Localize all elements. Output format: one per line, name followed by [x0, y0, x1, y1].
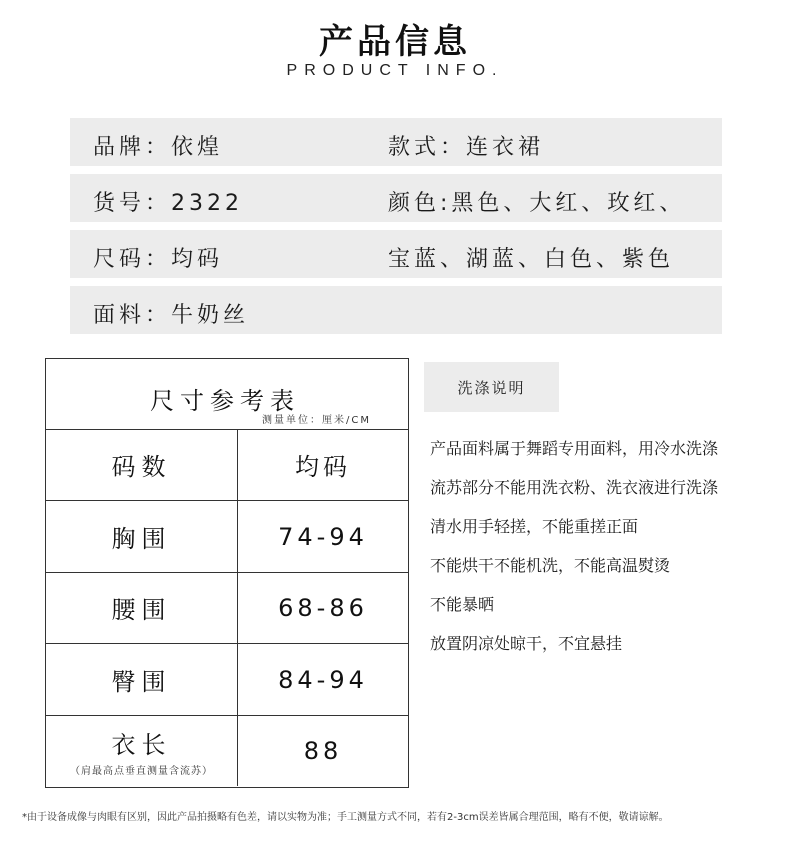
row-value: 74-94 [278, 522, 368, 551]
fabric-value: 牛奶丝 [171, 303, 250, 328]
color-row [388, 186, 685, 217]
washing-line: 放置阴凉处晾干，不宜悬挂 [430, 634, 623, 653]
style-label: 款式： [388, 135, 467, 160]
table-row [46, 715, 408, 786]
row-value: 均码 [295, 453, 351, 481]
row-value: 68-86 [278, 593, 368, 622]
fabric-row [93, 298, 249, 329]
color-label: 颜色: [388, 191, 452, 216]
row-value: 88 [303, 736, 343, 765]
item-no-value: 2322 [171, 191, 244, 216]
style-value: 连衣裙 [466, 135, 545, 160]
size-table [45, 358, 409, 788]
washing-line: 不能暴晒 [430, 595, 495, 614]
brand-label: 品牌： [93, 135, 172, 160]
size-table-unit: 测量单位：厘米/CM [262, 415, 371, 426]
page-title: 产品信息 [319, 22, 471, 62]
row-label-cell [46, 715, 238, 786]
row-note: （肩最高点垂直测量含流苏） [70, 765, 213, 777]
size-table-title: 尺寸参考表 [150, 387, 300, 415]
row-value: 84-94 [278, 665, 368, 694]
table-row [46, 644, 408, 716]
size-value: 均码 [171, 247, 224, 272]
washing-line: 清水用手轻搓，不能重搓正面 [430, 517, 639, 536]
table-row [46, 572, 408, 644]
color-line-2: 宝蓝、湖蓝、白色、紫色 [388, 247, 675, 272]
size-label: 尺码： [93, 247, 172, 272]
size-row [93, 242, 223, 273]
color-line-1: 黑色、大红、玫红、 [451, 191, 686, 216]
table-row [46, 501, 408, 573]
page-subtitle: PRODUCT INFO. [286, 62, 504, 79]
washing-line: 流苏部分不能用洗衣粉、洗衣液进行洗涤 [430, 478, 719, 497]
table-row [46, 429, 408, 501]
row-label: 衣长 [111, 730, 172, 759]
row-label: 码数 [46, 429, 238, 500]
item-no-label: 货号： [93, 191, 172, 216]
brand-value: 依煌 [171, 135, 224, 160]
brand-row [93, 130, 223, 161]
row-label: 臀围 [46, 644, 238, 715]
style-row [388, 130, 544, 161]
washing-line: 不能烘干不能机洗，不能高温熨烫 [430, 556, 671, 575]
washing-line: 产品面料属于舞蹈专用面料，用冷水洗涤 [430, 439, 719, 458]
item-no-row [93, 186, 243, 217]
washing-heading: 洗涤说明 [424, 362, 559, 412]
footer-note: *由于设备成像与肉眼有区别，因此产品拍摄略有色差，请以实物为准；手工测量方式不同，若有2-3cm误差皆属合理范围，略有不便，敬请谅解。 [22, 812, 669, 823]
row-label: 胸围 [46, 501, 238, 572]
size-table-header [46, 359, 408, 430]
row-label: 腰围 [46, 572, 238, 643]
fabric-label: 面料： [93, 303, 172, 328]
